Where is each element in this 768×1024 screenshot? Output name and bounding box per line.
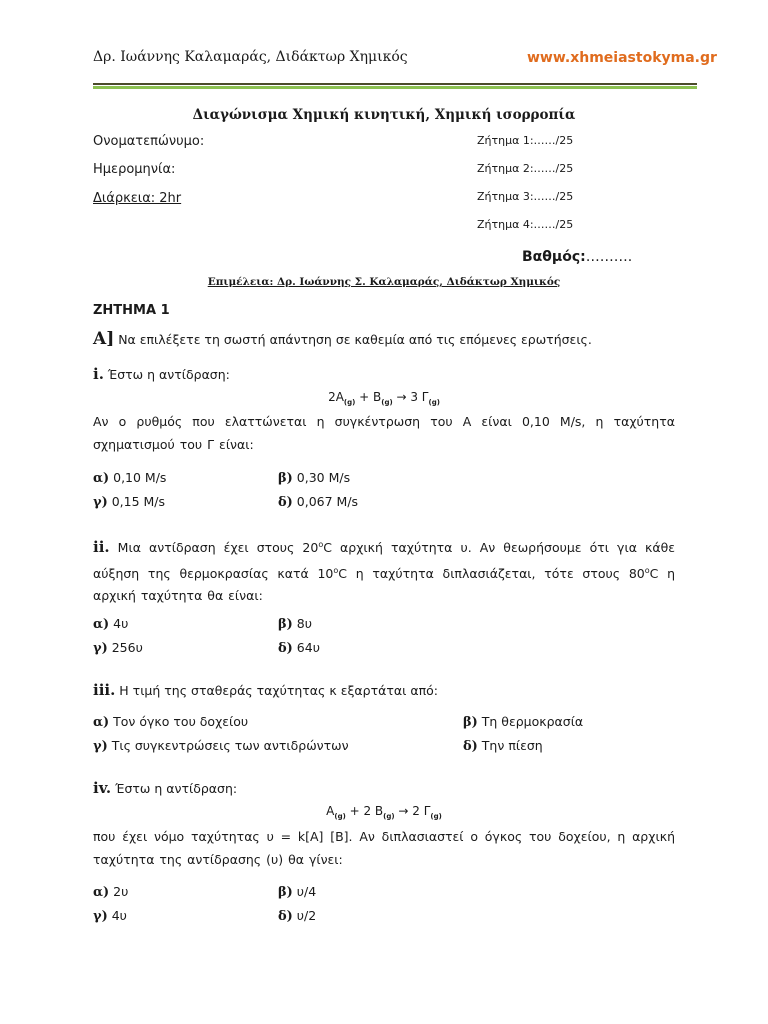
state-symbol: (g) — [381, 398, 393, 407]
option-text: υ/4 — [292, 884, 317, 899]
editor-credit — [0, 276, 768, 288]
question-number: ii. — [93, 538, 110, 557]
question-text: C η ταχύτητα διπλασιάζεται, τότε στους 80 — [338, 565, 645, 581]
degree-symbol: ο — [318, 540, 324, 549]
part-instruction — [93, 329, 592, 349]
option-label: γ) — [93, 495, 108, 510]
question-text: C η αρχική ταχύτητα θα είναι: — [93, 565, 676, 604]
grade-field — [522, 249, 632, 265]
option-text: 4υ — [109, 616, 129, 631]
reaction-equation — [0, 390, 768, 406]
header-divider-accent — [93, 86, 697, 89]
option-text: 0,30 M/s — [292, 470, 351, 485]
question-text: Η τιμή της σταθεράς ταχύτητας κ εξαρτάται από: — [115, 683, 438, 698]
option-c[interactable] — [93, 738, 349, 754]
option-label: β) — [463, 715, 478, 730]
state-symbol: (g) — [383, 812, 395, 821]
option-label: α) — [93, 715, 110, 730]
option-a[interactable] — [93, 470, 166, 486]
option-text: Την πίεση — [477, 738, 543, 753]
option-text: 0,15 M/s — [107, 494, 166, 509]
score-line-4: Ζήτημα 4:……/25 — [477, 218, 574, 231]
question-text: Έστω η αντίδραση: — [103, 367, 230, 382]
question-body: που έχει νόμο ταχύτητας υ = k[A] [B]. Αν διπλασιαστεί ο όγκος του δοχείου, η αρχική ταχύτητα της αντίδρασης (υ) θα γίνει: — [93, 829, 675, 867]
option-label: α) — [93, 617, 110, 632]
option-label: δ) — [278, 495, 293, 510]
duration-label: Διάρκεια: 2hr — [93, 191, 182, 206]
state-symbol: (g) — [428, 398, 440, 407]
option-c[interactable] — [93, 494, 165, 510]
option-d[interactable] — [463, 738, 543, 754]
reactant-a: 2A — [328, 390, 344, 404]
option-d[interactable] — [278, 640, 320, 656]
state-symbol: (g) — [334, 812, 346, 821]
option-text: 0,067 M/s — [292, 494, 359, 509]
option-label: δ) — [463, 739, 478, 754]
score-line-1: Ζήτημα 1:……/25 — [477, 134, 574, 147]
reactant-b: + B — [355, 390, 382, 404]
option-text: υ/2 — [292, 908, 317, 923]
option-label: β) — [278, 617, 293, 632]
website-link[interactable]: www.xhmeiastokyma.gr — [527, 50, 717, 66]
option-a[interactable] — [93, 616, 128, 632]
product: → 3 Γ — [392, 390, 429, 404]
option-text: 4υ — [107, 908, 127, 923]
option-label: α) — [93, 471, 110, 486]
option-d[interactable] — [278, 494, 358, 510]
score-line-2: Ζήτημα 2:……/25 — [477, 162, 574, 175]
state-symbol: (g) — [430, 812, 442, 821]
option-label: γ) — [93, 739, 108, 754]
option-text: 0,10 M/s — [109, 470, 167, 485]
option-b[interactable] — [278, 616, 312, 632]
option-label: β) — [278, 471, 293, 486]
question-number: iii. — [93, 681, 116, 699]
question-1-heading — [93, 365, 230, 383]
question-body: Αν ο ρυθμός που ελαττώνεται η συγκέντρωση του Α είναι 0,10 M/s, η ταχύτητα σχηματισμού του Γ είναι: — [93, 414, 675, 452]
degree-symbol: ο — [644, 565, 650, 575]
option-a[interactable] — [93, 884, 128, 900]
name-label: Ονοματεπώνυμο: — [93, 134, 205, 149]
date-label: Ημερομηνία: — [93, 162, 176, 177]
question-text: C αρχική ταχύτητα υ. Αν θεωρήσουμε ότι για κάθε αύξηση της θερμοκρασίας κατά 10 — [93, 540, 675, 581]
option-c[interactable] — [93, 640, 143, 656]
header-divider — [93, 83, 697, 85]
option-label: γ) — [93, 641, 108, 656]
state-symbol: (g) — [343, 398, 356, 407]
reactant-b: + 2 B — [345, 804, 384, 818]
degree-symbol: ο — [333, 565, 339, 575]
option-text: 2υ — [109, 884, 129, 899]
option-text: 64υ — [292, 640, 320, 655]
editor-text: Επιμέλεια: Δρ. Ιωάννης Σ. Καλαμαράς, Διδάκτωρ Χημικός — [207, 276, 561, 288]
question-2 — [93, 534, 675, 608]
question-4-heading — [93, 779, 237, 797]
option-text: Τη θερμοκρασία — [477, 714, 584, 729]
section-title: ΖΗΤΗΜΑ 1 — [93, 303, 170, 318]
option-text: 256υ — [107, 640, 143, 655]
question-text: Έστω η αντίδραση: — [111, 781, 238, 796]
score-line-3: Ζήτημα 3:……/25 — [477, 190, 574, 203]
option-label: δ) — [278, 909, 293, 924]
option-b[interactable] — [278, 884, 316, 900]
option-label: α) — [93, 885, 110, 900]
option-d[interactable] — [278, 908, 316, 924]
question-text: Μια αντίδραση έχει στους 20 — [109, 540, 319, 556]
option-b[interactable] — [278, 470, 350, 486]
part-label: Α] — [93, 329, 115, 349]
option-a[interactable] — [93, 714, 248, 730]
grade-blank: ………. — [585, 249, 633, 265]
question-3-heading — [93, 681, 438, 699]
question-number: iv. — [93, 779, 112, 797]
reactant-a: A — [326, 804, 335, 818]
reaction-equation — [0, 804, 768, 820]
option-label: β) — [278, 885, 293, 900]
option-c[interactable] — [93, 908, 127, 924]
grade-label: Βαθμός: — [522, 249, 586, 265]
part-text: Να επιλέξετε τη σωστή απάντηση σε καθεμία από τις επόμενες ερωτήσεις. — [114, 332, 592, 347]
option-text: 8υ — [292, 616, 312, 631]
product: → 2 Γ — [394, 804, 431, 818]
author-header: Δρ. Ιωάννης Καλαμαράς, Διδάκτωρ Χημικός — [93, 49, 408, 65]
question-number: i. — [93, 365, 104, 383]
option-text: Τις συγκεντρώσεις των αντιδρώντων — [107, 738, 349, 753]
option-label: δ) — [278, 641, 293, 656]
option-b[interactable] — [463, 714, 583, 730]
exam-title: Διαγώνισμα Χημική κινητική, Χημική ισορροπία — [192, 107, 576, 123]
option-text: Τον όγκο του δοχείου — [109, 714, 249, 729]
option-label: γ) — [93, 909, 108, 924]
